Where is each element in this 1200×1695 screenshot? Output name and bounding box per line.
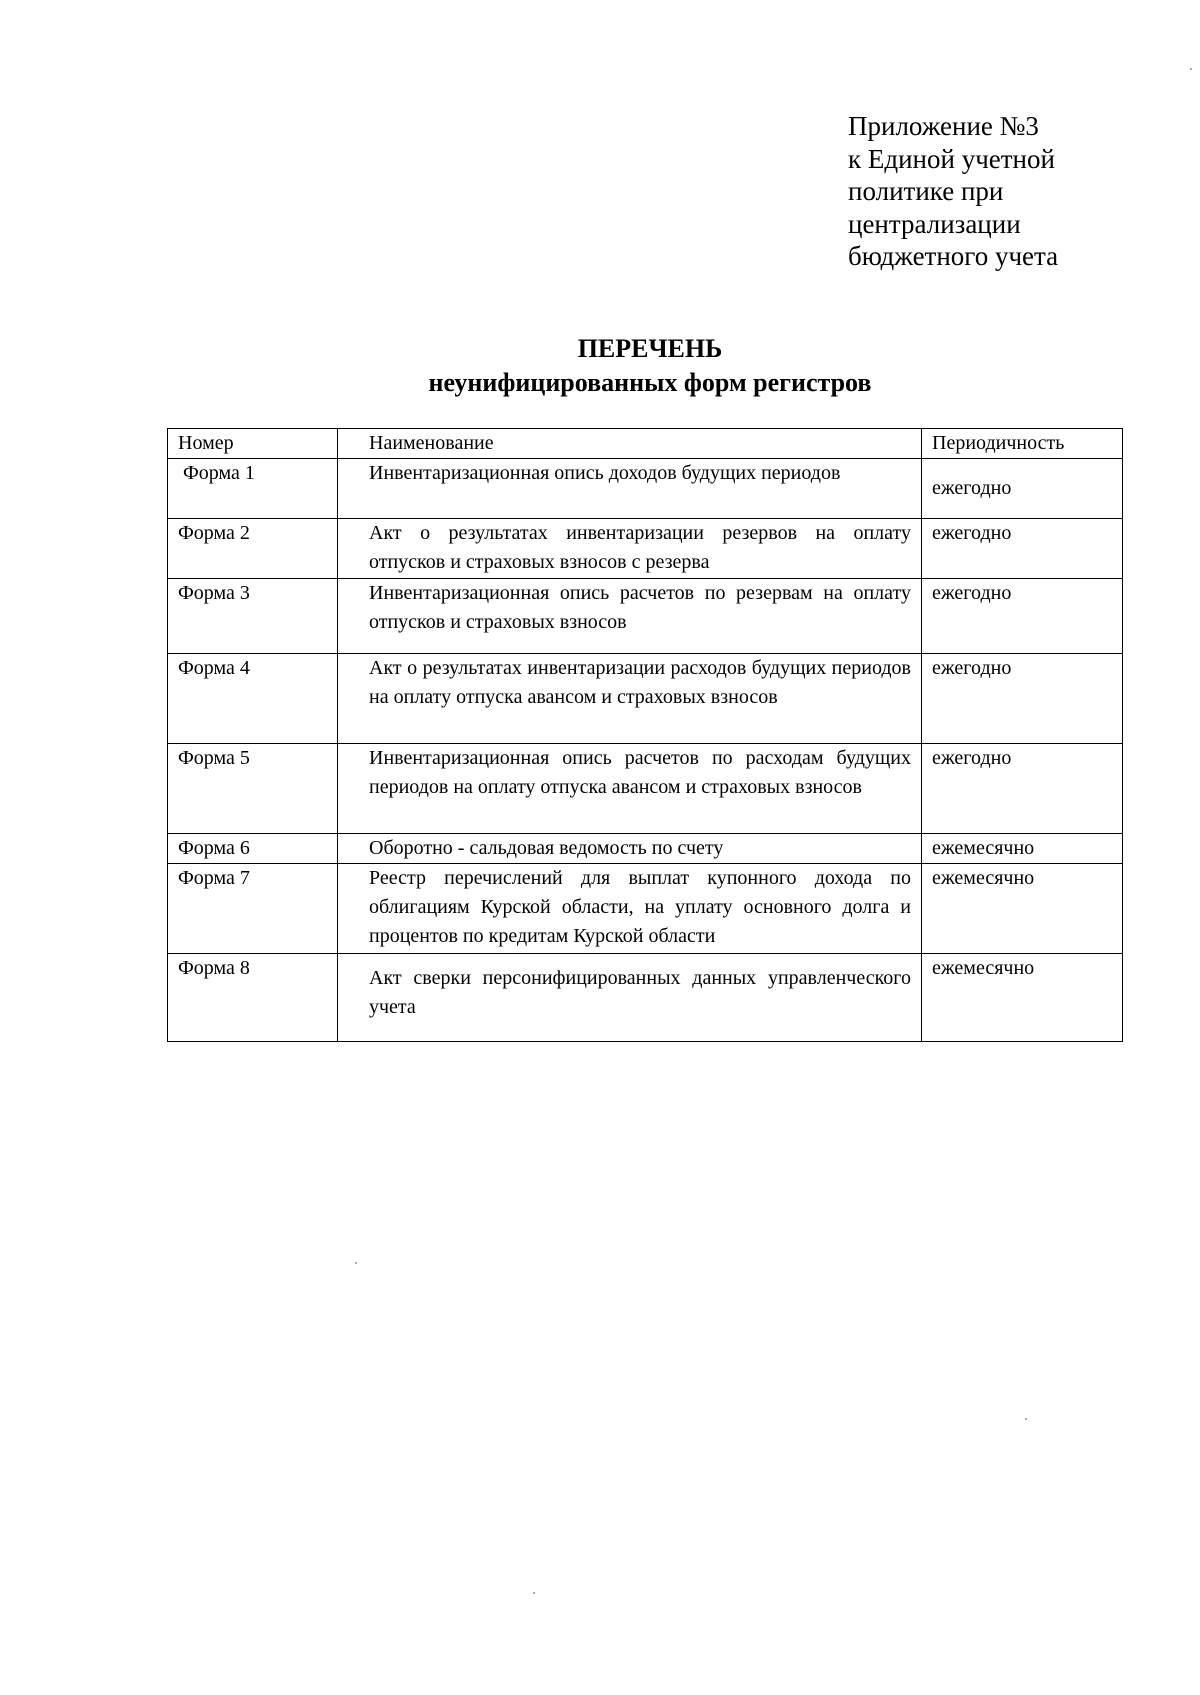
- row-name: Инвентаризационная опись доходов будущих периодов: [338, 459, 922, 519]
- row-name: Оборотно - сальдовая ведомость по счету: [338, 834, 922, 864]
- scan-speck: [533, 1592, 535, 1594]
- table-row: [168, 834, 1123, 864]
- row-name: Акт о результатах инвентаризации расходов будущих периодов на оплату отпуска авансом и страховых взносов: [338, 654, 922, 744]
- table-row: [168, 459, 1123, 519]
- appendix-line: Приложение №3: [848, 111, 1039, 141]
- row-name: Реестр перечислений для выплат купонного дохода по облигациям Курской области, на уплату основного долга и процентов по кредитам Курской области: [338, 864, 922, 954]
- header-period: Периодичность: [922, 429, 1123, 459]
- header-name: Наименование: [338, 429, 922, 459]
- row-period: ежегодно: [922, 579, 1123, 654]
- scan-speck: [1025, 1418, 1027, 1420]
- row-period: ежемесячно: [922, 864, 1123, 954]
- scan-speck: [1190, 68, 1192, 70]
- title-main: ПЕРЕЧЕНЬ: [577, 334, 723, 363]
- appendix-line: централизации: [848, 208, 1021, 239]
- row-name: Акт сверки персонифицированных данных управленческого учета: [338, 954, 922, 1042]
- appendix-line: политике при: [848, 176, 1004, 206]
- row-name: Акт о результатах инвентаризации резервов на оплату отпусков и страховых взносов с резерва: [338, 519, 922, 579]
- row-name: Инвентаризационная опись расчетов по резервам на оплату отпусков и страховых взносов: [338, 579, 922, 654]
- appendix-line: к Единой учетной: [848, 143, 1055, 174]
- row-number: Форма 5: [168, 744, 338, 834]
- row-number: Форма 2: [168, 519, 338, 579]
- row-number: Форма 7: [168, 864, 338, 954]
- registers-table: [167, 428, 1123, 1042]
- document-title: [0, 332, 1200, 400]
- table-row: [168, 954, 1123, 1042]
- row-period: ежемесячно: [922, 834, 1123, 864]
- row-number: Форма 1: [168, 459, 338, 519]
- title-sub: неунифицированных форм регистров: [428, 368, 872, 397]
- table-header-row: [168, 429, 1123, 459]
- row-number: Форма 3: [168, 579, 338, 654]
- scan-speck: [355, 1262, 357, 1264]
- appendix-line: бюджетного учета: [848, 241, 1059, 271]
- table-row: [168, 744, 1123, 834]
- row-number: Форма 8: [168, 954, 338, 1042]
- row-period: ежемесячно: [922, 954, 1123, 1042]
- row-period: ежегодно: [922, 654, 1123, 744]
- row-period: ежегодно: [922, 459, 1123, 519]
- appendix-header: [848, 110, 1058, 273]
- table-row: [168, 864, 1123, 954]
- row-period: ежегодно: [922, 744, 1123, 834]
- row-number: Форма 6: [168, 834, 338, 864]
- header-number: Номер: [168, 429, 338, 459]
- table-row: [168, 579, 1123, 654]
- row-period: ежегодно: [922, 519, 1123, 579]
- row-name: Инвентаризационная опись расчетов по расходам будущих периодов на оплату отпуска авансом и страховых взносов: [338, 744, 922, 834]
- row-number: Форма 4: [168, 654, 338, 744]
- table-row: [168, 519, 1123, 579]
- table-row: [168, 654, 1123, 744]
